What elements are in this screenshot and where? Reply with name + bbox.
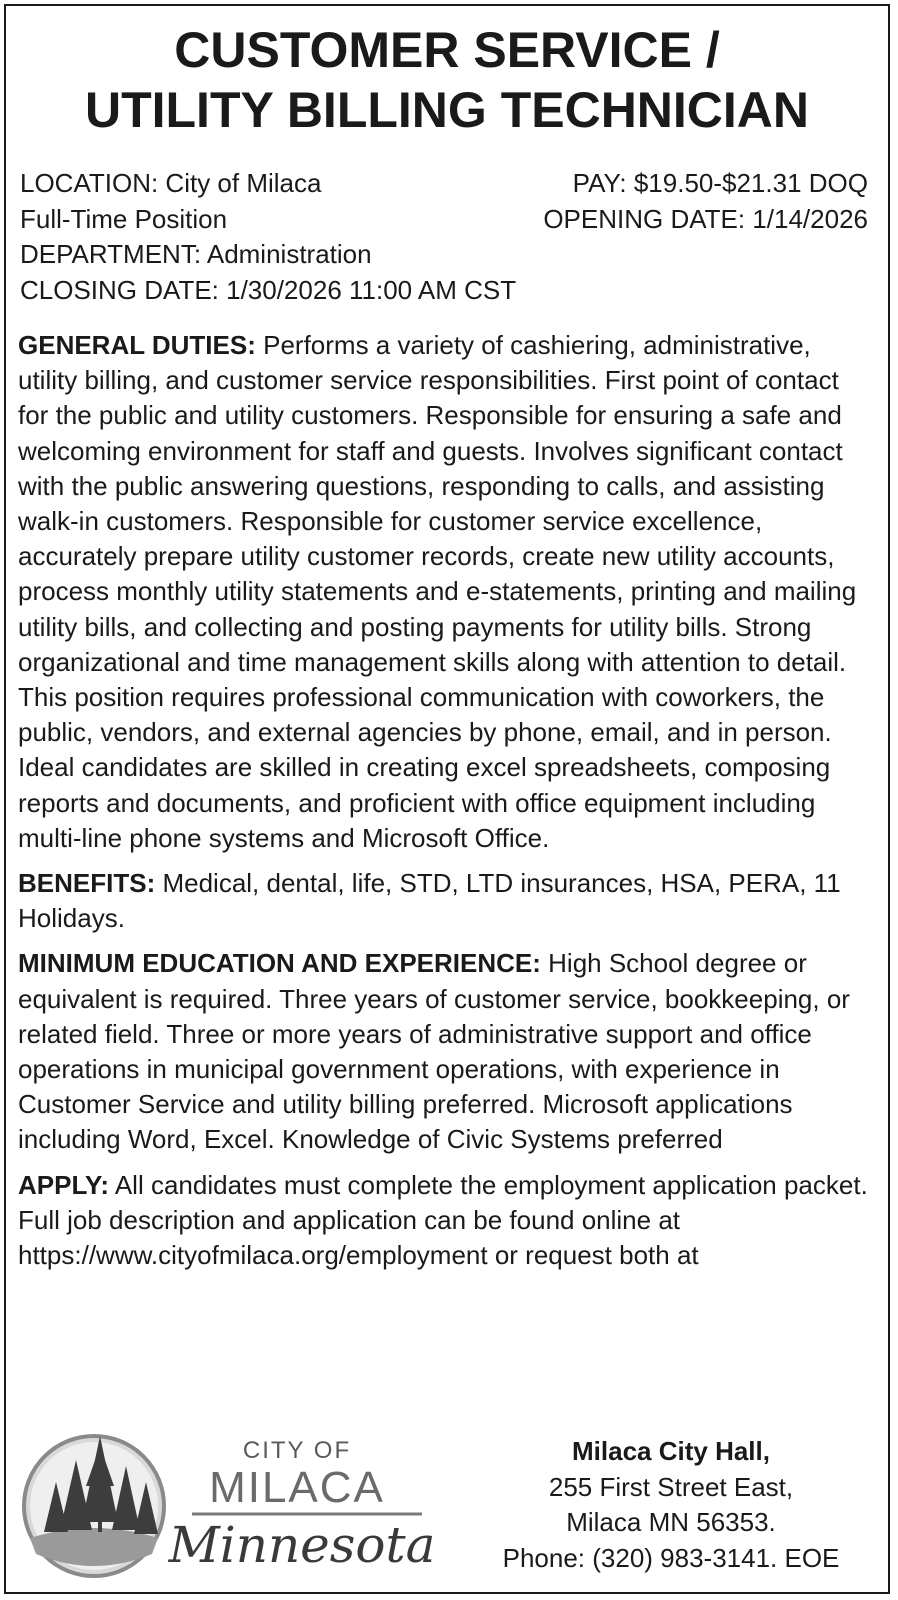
- ad-body: [18, 328, 876, 1273]
- logo-milaca: MILACA: [209, 1463, 385, 1512]
- job-details-left: [20, 166, 516, 308]
- city-hall-contact: [476, 1434, 866, 1576]
- logo-minnesota-script: Minnesota: [168, 1516, 436, 1574]
- apply-text: All candidates must complete the employment application packet. Full job description and application can be found online at https://www.cityofmilaca.org/employment or request both at: [18, 1169, 868, 1271]
- job-title: [6, 20, 888, 140]
- education-label: MINIMUM EDUCATION AND EXPERIENCE:: [18, 948, 541, 979]
- city-hall-city: Milaca MN 56353.: [566, 1507, 776, 1537]
- education-paragraph: [18, 946, 876, 1157]
- city-hall-name: Milaca City Hall,: [572, 1436, 770, 1466]
- logo-city-of: CITY OF: [242, 1437, 352, 1464]
- job-title-line-2: UTILITY BILLING TECHNICIAN: [84, 82, 810, 138]
- benefits-text: Medical, dental, life, STD, LTD insurances, HSA, PERA, 11 Holidays.: [18, 868, 841, 934]
- general-duties-text: Performs a variety of cashiering, administrative, utility billing, and customer service responsibilities. First point of contact for the public and utility customers. Responsible for ensuring a safe and welcoming environment for staff and guests. Involves significant contact with the public answering questions, responding to calls, and assisting walk-in customers. Responsible for customer service excellence, accurately prepare utility customer records, create new utility accounts, process monthly utility statements and e-statements, printing and mailing utility bills, and collecting and posting payments for utility bills. Strong organizational and time management skills along with attention to detail. This position requires professional communication with coworkers, the public, vendors, and external agencies by phone, email, and in person. Ideal candidates are skilled in creating excel spreadsheets, composing reports and documents, and proficient with office equipment including multi-line phone systems and Microsoft Office.: [18, 330, 857, 853]
- education-text: High School degree or equivalent is required. Three years of customer service, bookkeeping, or related field. Three or more years of administrative support and office operations in municipal government operations, with experience in Customer Service and utility billing preferred. Microsoft applications including Word, Excel. Knowledge of Civic Systems preferred: [18, 948, 850, 1155]
- general-duties-paragraph: [18, 328, 876, 856]
- closing-date: CLOSING DATE: 1/30/2026 11:00 AM CST: [20, 274, 517, 305]
- job-advertisement: [4, 4, 890, 1594]
- opening-date: OPENING DATE: 1/14/2026: [543, 203, 868, 234]
- benefits-paragraph: [18, 866, 876, 936]
- city-hall-street: 255 First Street East,: [548, 1471, 794, 1502]
- job-details-right: [543, 166, 868, 237]
- position-type: Full-Time Position: [20, 203, 228, 234]
- city-of-milaca-logo: [22, 1426, 442, 1586]
- job-title-line-1: CUSTOMER SERVICE /: [174, 22, 720, 78]
- tree-seal-icon: [24, 1436, 164, 1576]
- apply-paragraph: [18, 1168, 876, 1274]
- location: LOCATION: City of Milaca: [20, 168, 322, 198]
- apply-label: APPLY:: [18, 1169, 110, 1200]
- general-duties-label: GENERAL DUTIES:: [18, 330, 256, 360]
- pay-range: PAY: $19.50-$21.31 DOQ: [572, 168, 868, 198]
- job-details: [20, 166, 874, 310]
- department: DEPARTMENT: Administration: [20, 239, 372, 269]
- benefits-label: BENEFITS:: [18, 868, 156, 899]
- ad-footer: [6, 1426, 888, 1596]
- city-hall-phone: Phone: (320) 983-3141. EOE: [502, 1542, 840, 1573]
